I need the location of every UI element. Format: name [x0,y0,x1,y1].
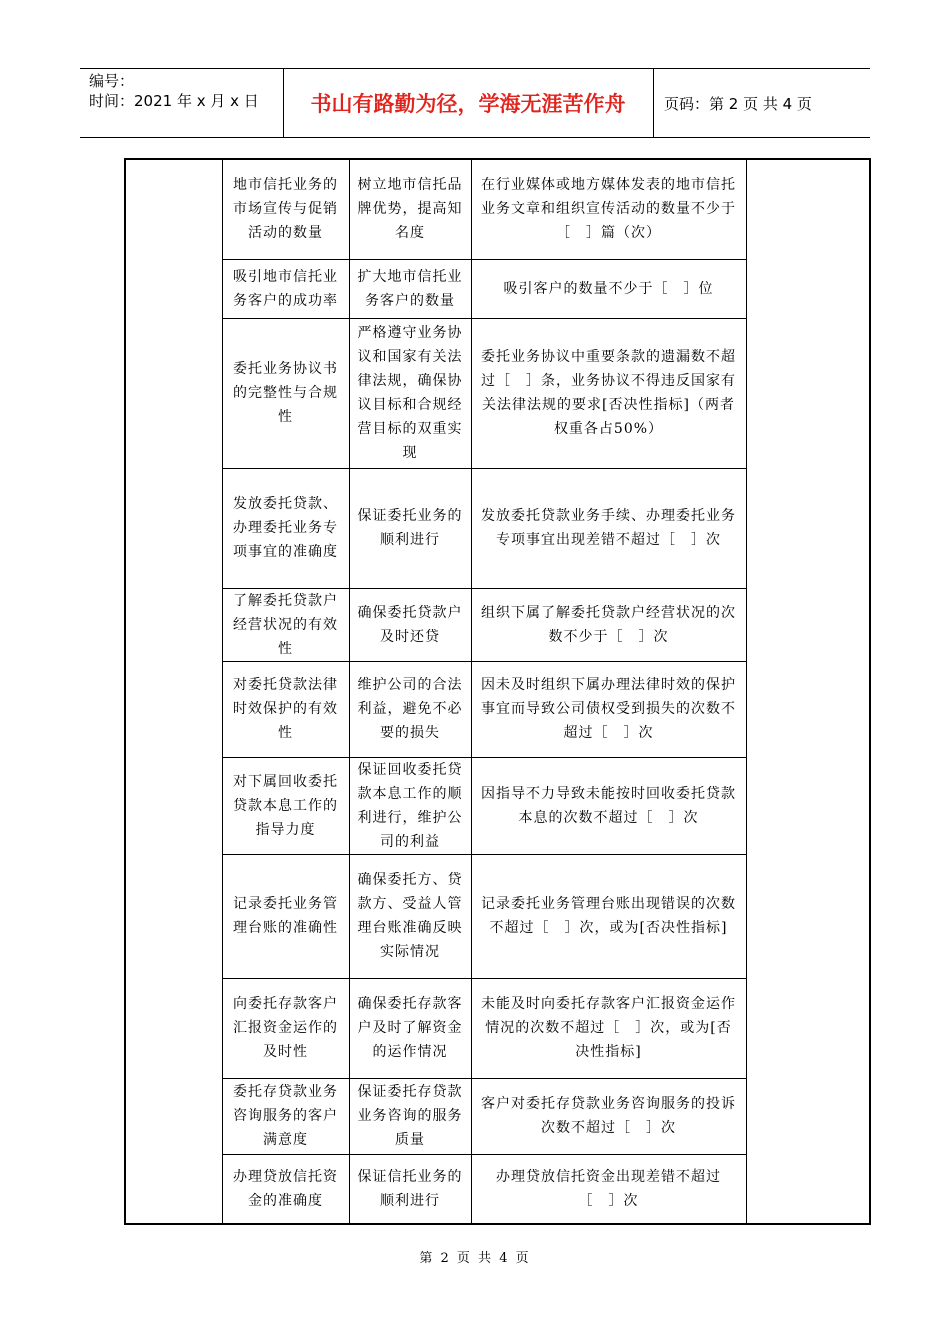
goal-cell: 保证委托业务的顺利进行 [349,468,471,588]
goal-cell: 严格遵守业务协议和国家有关法律法规，确保协议目标和合规经营目标的双重实现 [349,318,471,468]
item-cell: 委托存贷款业务咨询服务的客户满意度 [222,1078,349,1154]
item-cell: 委托业务协议书的完整性与合规性 [222,318,349,468]
document-date-label: 时间：2021 年 x 月 x 日 [89,92,259,110]
left-blank-column [125,159,222,1224]
header-motto: 书山有路勤为径，学海无涯苦作舟 [310,92,626,116]
header-motto-cell [283,69,654,137]
standard-cell: 发放委托贷款业务手续、办理委托业务专项事宜出现差错不超过［ ］次 [471,468,746,588]
standard-cell: 因未及时组织下属办理法律时效的保护事宜而导致公司债权受到损失的次数不超过［ ］次 [471,661,746,757]
standard-cell: 在行业媒体或地方媒体发表的地市信托业务文章和组织宣传活动的数量不少于［ ］篇（次） [471,159,746,259]
standard-cell: 组织下属了解委托贷款户经营状况的次数不少于［ ］次 [471,588,746,661]
kpi-table [124,158,871,1225]
standard-cell: 未能及时向委托存款客户汇报资金运作情况的次数不超过［ ］次，或为[否决性指标] [471,978,746,1078]
goal-cell: 扩大地市信托业务客户的数量 [349,259,471,318]
item-cell: 记录委托业务管理台账的准确性 [222,854,349,978]
header-page-label: 页码：第 2 页 共 4 页 [664,94,812,113]
goal-cell: 树立地市信托品牌优势，提高知名度 [349,159,471,259]
goal-cell: 确保委托存款客户及时了解资金的运作情况 [349,978,471,1078]
item-cell: 了解委托贷款户经营状况的有效性 [222,588,349,661]
standard-cell: 办理贷放信托资金出现差错不超过［ ］次 [471,1154,746,1224]
document-number-label: 编号： [89,72,135,90]
item-cell: 对委托贷款法律时效保护的有效性 [222,661,349,757]
standard-cell: 因指导不力导致未能按时回收委托贷款本息的次数不超过［ ］次 [471,757,746,854]
table-row [125,159,870,259]
item-cell: 发放委托贷款、办理委托业务专项事宜的准确度 [222,468,349,588]
standard-cell: 客户对委托存贷款业务咨询服务的投诉次数不超过［ ］次 [471,1078,746,1154]
standard-cell: 委托业务协议中重要条款的遗漏数不超过［ ］条，业务协议不得违反国家有关法律法规的要求[否决性指标]（两者权重各占50%） [471,318,746,468]
page-header [80,68,870,138]
goal-cell: 维护公司的合法利益，避免不必要的损失 [349,661,471,757]
item-cell: 地市信托业务的市场宣传与促销活动的数量 [222,159,349,259]
item-cell: 办理贷放信托资金的准确度 [222,1154,349,1224]
goal-cell: 保证信托业务的顺利进行 [349,1154,471,1224]
goal-cell: 保证回收委托贷款本息工作的顺利进行，维护公司的利益 [349,757,471,854]
header-meta [80,69,284,137]
goal-cell: 保证委托存贷款业务咨询的服务质量 [349,1078,471,1154]
item-cell: 向委托存款客户汇报资金运作的及时性 [222,978,349,1078]
standard-cell: 吸引客户的数量不少于［ ］位 [471,259,746,318]
page-footer: 第 2 页 共 4 页 [419,1251,531,1266]
goal-cell: 确保委托方、贷款方、受益人管理台账准确反映实际情况 [349,854,471,978]
right-blank-column [746,159,870,1224]
item-cell: 吸引地市信托业务客户的成功率 [222,259,349,318]
goal-cell: 确保委托贷款户及时还贷 [349,588,471,661]
item-cell: 对下属回收委托贷款本息工作的指导力度 [222,757,349,854]
standard-cell: 记录委托业务管理台账出现错误的次数不超过［ ］次，或为[否决性指标] [471,854,746,978]
